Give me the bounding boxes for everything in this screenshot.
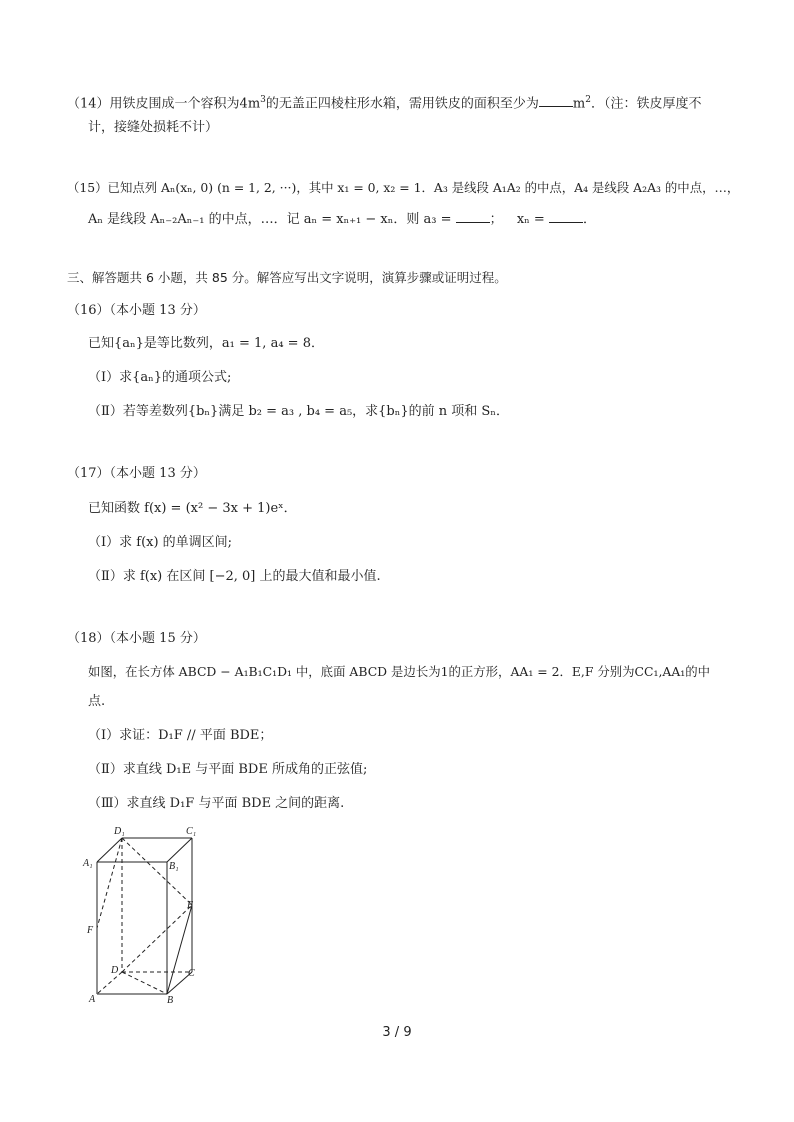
q15-xn-blank[interactable] <box>549 208 583 223</box>
q16-part2: （Ⅱ）若等差数列{bₙ}满足 b₂ = a₃ , b₄ = a₅，求{bₙ}的前 n 项和 Sₙ． <box>88 404 509 419</box>
q14-volume: 4m <box>239 96 261 112</box>
q15-sep: ； <box>489 212 503 227</box>
q15-a3-blank[interactable] <box>456 208 490 223</box>
q17-header: （17）（本小题 13 分） <box>67 466 206 481</box>
label-D1: D₁ <box>114 826 125 837</box>
q14-text-g: ．（注：铁皮厚度不 <box>590 96 702 112</box>
q17-part2: （Ⅱ）求 f(x) 在区间 [−2, 0] 上的最大值和最小值. <box>88 569 381 584</box>
q17-stem: 已知函数 f(x) = (x² − 3x + 1)eˣ． <box>88 501 297 516</box>
segment-BE <box>167 905 192 994</box>
page-number: 3 / 9 <box>382 1025 412 1040</box>
q15-line1: （15）已知点列 Aₙ(xₙ, 0) (n = 1, 2, ···)，其中 x₁ = 0, x₂ = 1．A₃ 是线段 A₁A₂ 的中点，A₄ 是线段 A₂A₃ 的中点，…， <box>67 180 740 195</box>
edge-DA <box>97 972 122 994</box>
segment-D1F <box>97 838 122 928</box>
label-C1: C₁ <box>186 826 197 837</box>
q15-text-a: Aₙ 是线段 Aₙ₋₂Aₙ₋₁ 的中点，…．记 aₙ = xₙ₊₁ − xₙ．则 a₃ = <box>88 212 452 227</box>
q18-part2: （Ⅱ）求直线 D₁E 与平面 BDE 所成角的正弦值; <box>88 762 368 777</box>
q14-text-a: （14）用铁皮围成一个容积为 <box>67 96 240 112</box>
q18-header: （18）（本小题 15 分） <box>67 631 206 646</box>
segment-DE <box>122 905 192 972</box>
label-C: C <box>188 968 195 979</box>
edge-B1C1 <box>167 838 192 862</box>
label-A1: A₁ <box>83 858 93 869</box>
label-B1: B₁ <box>169 861 179 872</box>
q14-unit: m <box>572 96 586 112</box>
q15-line2 <box>88 208 596 229</box>
section3-title: 三、解答题共 6 小题，共 85 分。解答应写出文字说明，演算步骤或证明过程。 <box>67 270 507 285</box>
q18-part1: （Ⅰ）求证：D₁F // 平面 BDE； <box>88 728 273 743</box>
cuboid-figure <box>75 822 215 1012</box>
q14-unit-exp: 2 <box>585 95 591 105</box>
q14-answer-blank[interactable] <box>539 92 573 107</box>
label-B: B <box>167 995 174 1006</box>
q14-volume-exp: 3 <box>260 95 266 105</box>
q18-stem-line2: 点. <box>88 694 106 709</box>
q14-text-d: 的无盖正四棱柱形水箱，需用铁皮的面积至少为 <box>265 96 539 112</box>
q18-stem-line1: 如图，在长方体 ABCD − A₁B₁C₁D₁ 中，底面 ABCD 是边长为1的正方形，AA₁ = 2．E,F 分别为CC₁,AA₁的中 <box>88 664 711 679</box>
q16-header: （16）（本小题 13 分） <box>67 303 206 318</box>
q16-stem: 已知{aₙ}是等比数列，a₁ = 1, a₄ = 8． <box>88 336 324 351</box>
label-D: D <box>111 965 119 976</box>
q15-end: ． <box>582 212 596 227</box>
label-E: E <box>187 900 194 911</box>
q15-xn-label: xₙ = <box>516 212 545 227</box>
segment-DB <box>122 972 167 994</box>
q16-part1: （Ⅰ）求{aₙ}的通项公式; <box>88 370 232 385</box>
label-A: A <box>89 994 96 1005</box>
q17-part1: （Ⅰ）求 f(x) 的单调区间; <box>88 535 233 550</box>
edge-D1A1 <box>97 838 122 862</box>
label-F: F <box>87 925 94 936</box>
q14-line1 <box>67 91 701 113</box>
q18-part3: （Ⅲ）求直线 D₁F 与平面 BDE 之间的距离. <box>88 796 345 811</box>
q14-line2: 计，接缝处损耗不计） <box>88 120 219 135</box>
